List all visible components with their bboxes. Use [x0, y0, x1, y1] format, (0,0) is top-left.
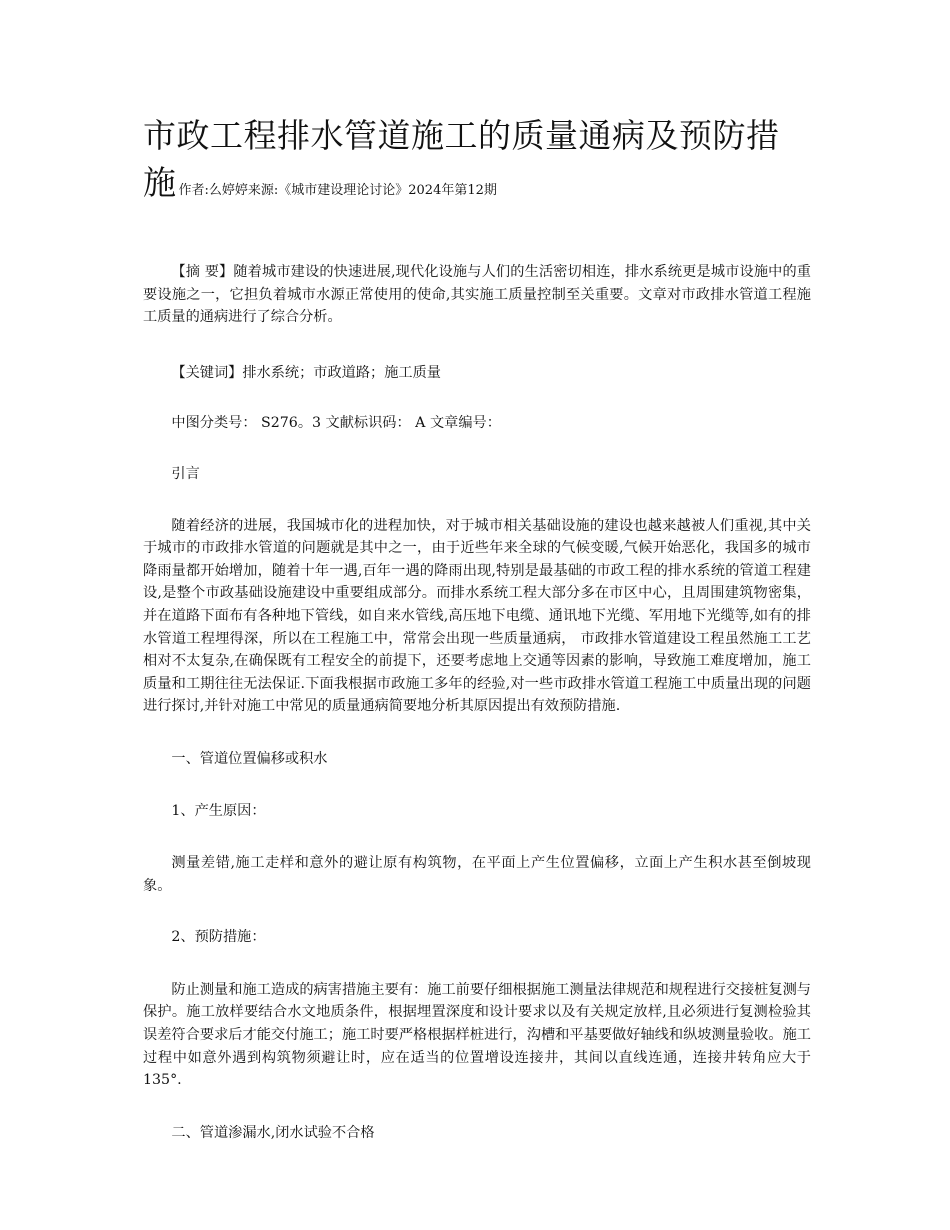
article-title [143, 112, 811, 214]
article-meta: 作者:么婷婷来源:《城市建设理论讨论》2024年第12期 [178, 183, 497, 198]
section-2-heading: 二、管道渗漏水,闭水试验不合格 [171, 1124, 375, 1141]
abstract-paragraph: 【摘 要】随着城市建设的快速进展,现代化设施与人们的生活密切相连，排水系统更是城市设施中的重要设施之一，它担负着城市水源正常使用的使命,其实施工质量控制至关重要。文章对市政排水管道工程施工质量的通病进行了综合分析。 [143, 264, 811, 326]
section-1-prevention-paragraph: 防止测量和施工造成的病害措施主要有：施工前要仔细根据施工测量法律规范和规程进行交接桩复测与保护。施工放样要结合水文地质条件，根据埋置深度和设计要求以及有关规定放样,且必须进行复测检验其误差符合要求后才能交付施工；施工时要严格根据样桩进行，沟槽和平基要做好轴线和纵坡测量验收。施工过程中如意外遇到构筑物须避让时，应在适当的位置增设连接井，其间以直线连通，连接井转角应大于 135°. [143, 981, 811, 1089]
classification-line: 中图分类号： S276。3 文献标识码： A 文章编号： [171, 415, 501, 432]
intro-paragraph: 随着经济的进展，我国城市化的进程加快，对于城市相关基础设施的建设也越来越被人们重视,其中关于城市的市政排水管道的问题就是其中之一，由于近些年来全球的气候变暖,气候开始恶化，我国多的城市降雨量都开始增加，随着十年一遇,百年一遇的降雨出现,特别是最基础的市政工程的排水系统的管道工程建设,是整个市政基础设施建设中重要组成部分。而排水系统工程大部分多在市区中心，且周围建筑物密集，并在道路下面布有各种地下管线，如自来水管线,高压地下电缆、通讯地下光缆、军用地下光缆等,如有的排水管道工程埋得深，所以在工程施工中，常常会出现一些质量通病， 市政排水管道建设工程虽然施工工艺相对不太复杂,在确保既有工程安全的前提下，还要考虑地上交通等因素的影响，导致施工难度增加，施工质量和工期往往无法保证.下面我根据市政施工多年的经验,对一些市政排水管道工程施工中质量出现的问题进行探讨,并针对施工中常见的质量通病简要地分析其原因提出有效预防措施. [143, 517, 811, 715]
title-text: 市政工程排水管道施工的质量通病及预防措施 [143, 116, 780, 202]
section-1-cause-heading: 1、产生原因： [171, 802, 266, 819]
section-1-prevention-heading: 2、预防措施： [171, 929, 266, 946]
section-1-heading: 一、管道位置偏移或积水 [171, 750, 328, 767]
document-page [143, 112, 811, 1144]
section-1-cause-paragraph: 测量差错,施工走样和意外的避让原有构筑物，在平面上产生位置偏移，立面上产生积水甚至倒坡现象。 [143, 855, 811, 894]
keywords-paragraph: 【关键词】排水系统；市政道路；施工质量 [171, 364, 441, 381]
intro-heading: 引言 [171, 465, 200, 482]
